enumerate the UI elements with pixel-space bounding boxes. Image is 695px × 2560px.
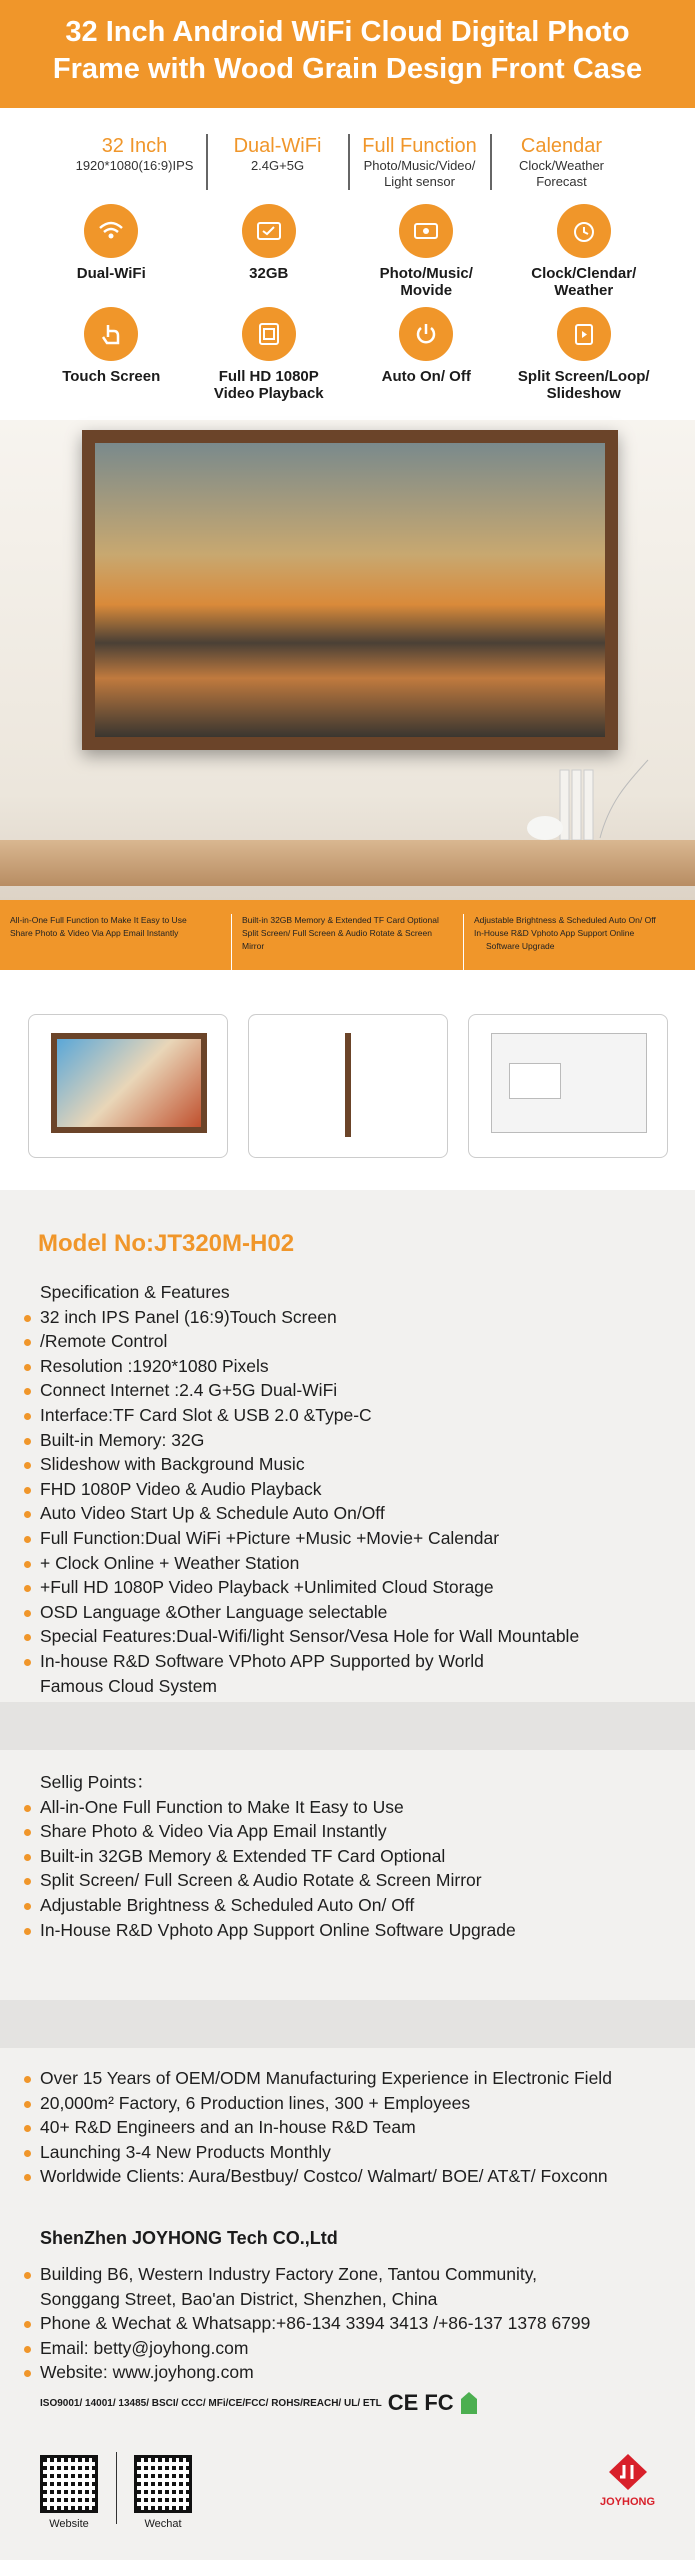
feature-label: Auto On/ Off — [381, 368, 471, 385]
selling-strip — [0, 900, 695, 970]
certifications — [40, 2390, 478, 2416]
company-facts-list — [24, 2066, 612, 2189]
spec-title: 32 Inch — [101, 135, 168, 157]
selling-point: Share Photo & Video Via App Email Instantly — [24, 1819, 516, 1844]
feature-label: Weather — [554, 282, 614, 299]
feature-item — [348, 307, 506, 402]
title-line-1: 32 Inch Android WiFi Cloud Digital Photo — [65, 16, 630, 48]
company-fact: 40+ R&D Engineers and an In-house R&D Team — [24, 2115, 612, 2140]
spec-sub: 1920*1080(16:9)IPS — [75, 158, 194, 173]
spec-item — [64, 134, 206, 190]
feature-label: Photo/Music/ — [379, 265, 473, 282]
qr-label-website: Website — [49, 2518, 89, 2530]
website-qr-code[interactable] — [40, 2455, 98, 2513]
spec-sub: Clock/Weather Forecast — [518, 158, 604, 189]
video-playback-icon — [242, 307, 296, 361]
wechat-qr-code[interactable] — [134, 2455, 192, 2513]
strip-line: In-House R&D Vphoto App Support Online — [474, 928, 635, 938]
spec-item: +Full HD 1080P Video Playback +Unlimited Cloud Storage — [24, 1575, 579, 1600]
selling-point: In-House R&D Vphoto App Support Online Software Upgrade — [24, 1918, 516, 1943]
spec-sub: 2.4G+5G — [250, 158, 305, 173]
joyhong-logo — [600, 2453, 655, 2508]
feature-item — [33, 204, 191, 299]
contact-item: Building B6, Western Industry Factory Zone, Tantou Community, — [24, 2262, 590, 2287]
spec-item — [206, 134, 348, 190]
spec-item: FHD 1080P Video & Audio Playback — [24, 1477, 579, 1502]
ce-mark: CE — [387, 2390, 419, 2415]
selling-point: All-in-One Full Function to Make It Easy to Use — [24, 1795, 516, 1820]
feature-icon-grid — [33, 204, 663, 402]
memory-card-icon — [242, 204, 296, 258]
qr-label-wechat: Wechat — [144, 2518, 182, 2530]
cert-text: ISO9001/ 14001/ 13485/ BSCI/ CCC/ MFi/CE/FCC/ ROHS/REACH/ UL/ ETL — [40, 2397, 382, 2409]
spec-item: Slideshow with Background Music — [24, 1452, 579, 1477]
logo-text: JOYHONG — [600, 2496, 656, 2508]
strip-line: Built-in 32GB Memory & Extended TF Card Optional — [242, 915, 439, 925]
section-divider — [0, 1702, 695, 1750]
power-icon — [399, 307, 453, 361]
spec-title: Dual-WiFi — [233, 135, 322, 157]
hero-image — [0, 420, 695, 900]
spec-highlights — [0, 108, 695, 420]
contact-item: Website: www.joyhong.com — [24, 2360, 590, 2385]
feature-item — [505, 307, 663, 402]
feature-item — [190, 204, 348, 299]
cityscape-painting — [95, 443, 605, 737]
feature-item — [505, 204, 663, 299]
contact-item: Email: betty@joyhong.com — [24, 2336, 590, 2361]
touch-hand-icon — [84, 307, 138, 361]
side-view — [248, 1014, 448, 1158]
spec-item — [348, 134, 490, 190]
spec-item: Full Function:Dual WiFi +Picture +Music +Movie+ Calendar — [24, 1526, 579, 1551]
selling-point: Split Screen/ Full Screen & Audio Rotate & Screen Mirror — [24, 1868, 516, 1893]
front-view — [28, 1014, 228, 1158]
spec-item: 32 inch IPS Panel (16:9)Touch Screen — [24, 1305, 579, 1330]
strip-line: Split Screen/ Full Screen & Audio Rotate & Screen Mirror — [242, 928, 432, 951]
title-line-2: Frame with Wood Grain Design Front Case — [52, 53, 643, 85]
contact-list — [24, 2262, 590, 2385]
feature-label: Slideshow — [546, 385, 621, 402]
product-views — [0, 970, 695, 1190]
contact-item: Phone & Wechat & Whatsapp:+86-134 3394 3413 /+86-137 1378 6799 — [24, 2311, 590, 2336]
strip-line: Software Upgrade — [486, 941, 555, 951]
company-fact: Launching 3-4 New Products Monthly — [24, 2140, 612, 2165]
spec-item: In-house R&D Software VPhoto APP Supported by World — [24, 1649, 579, 1674]
spec-title: Full Function — [362, 135, 477, 157]
feature-label: Clock/Clendar/ — [531, 265, 637, 282]
feature-label: 32GB — [249, 265, 289, 282]
spec-heading: Specification & Features — [40, 1282, 230, 1302]
company-name: ShenZhen JOYHONG Tech CO.,Ltd — [40, 2228, 338, 2248]
feature-label: Touch Screen — [62, 368, 161, 385]
feature-label: Video Playback — [213, 385, 324, 402]
spec-item: Famous Cloud System — [40, 1675, 218, 1696]
feature-label: Split Screen/Loop/ — [517, 368, 650, 385]
spec-sub: Light sensor — [384, 174, 455, 189]
selling-point: Adjustable Brightness & Scheduled Auto On/ Off — [24, 1893, 516, 1918]
spec-item: /Remote Control — [24, 1329, 579, 1354]
strip-line: Share Photo & Video Via App Email Instantly — [10, 928, 179, 938]
strip-line: All-in-One Full Function to Make It Easy to Use — [10, 915, 187, 925]
feature-item — [348, 204, 506, 299]
details-section — [0, 1190, 695, 2560]
spec-item: + Clock Online + Weather Station — [24, 1551, 579, 1576]
selling-point: Built-in 32GB Memory & Extended TF Card Optional — [24, 1844, 516, 1869]
spec-item: OSD Language &Other Language selectable — [24, 1600, 579, 1625]
feature-label: Full HD 1080P — [218, 368, 319, 385]
strip-line: Adjustable Brightness & Scheduled Auto On/ Off — [474, 915, 656, 925]
vase-plant-decor — [520, 750, 650, 840]
spec-item: Built-in Memory: 32G — [24, 1428, 579, 1453]
spec-item: Auto Video Start Up & Schedule Auto On/Off — [24, 1501, 579, 1526]
spec-item: Interface:TF Card Slot & USB 2.0 &Type-C — [24, 1403, 579, 1428]
company-fact: Worldwide Clients: Aura/Bestbuy/ Costco/ Walmart/ BOE/ AT&T/ Foxconn — [24, 2164, 612, 2189]
slideshow-icon — [557, 307, 611, 361]
selling-heading: Sellig Points： — [40, 1772, 154, 1792]
front-frame — [51, 1033, 207, 1133]
spec-item — [490, 134, 632, 190]
wooden-shelf — [0, 840, 695, 886]
feature-item — [190, 307, 348, 402]
spec-row — [0, 108, 695, 190]
wifi-icon — [84, 204, 138, 258]
selling-points-list — [24, 1770, 516, 1942]
section-divider — [0, 2000, 695, 2048]
strip-column — [231, 914, 463, 970]
spec-list — [24, 1280, 579, 1698]
fc-mark: FC — [424, 2390, 454, 2415]
photo-frame-product — [82, 430, 618, 750]
alarm-clock-icon — [557, 204, 611, 258]
spec-item: Resolution :1920*1080 Pixels — [24, 1354, 579, 1379]
joyhong-logo-icon — [608, 2453, 648, 2491]
strip-column — [463, 914, 695, 970]
back-view — [468, 1014, 668, 1158]
strip-column — [0, 914, 231, 970]
feature-item — [33, 307, 191, 402]
company-fact: Over 15 Years of OEM/ODM Manufacturing Experience in Electronic Field — [24, 2066, 612, 2091]
spec-item: Special Features:Dual-Wifi/light Sensor/Vesa Hole for Wall Mountable — [24, 1624, 579, 1649]
spec-item: Connect Internet :2.4 G+5G Dual-WiFi — [24, 1378, 579, 1403]
spec-sub: Photo/Music/Video/ — [363, 158, 476, 173]
recycle-icon — [460, 2391, 478, 2415]
feature-label: Dual-WiFi — [76, 265, 146, 282]
title-banner — [0, 0, 695, 108]
model-number: Model No:JT320M-H02 — [38, 1230, 295, 1257]
media-player-icon — [399, 204, 453, 258]
feature-label: Movide — [400, 282, 453, 299]
spec-title: Calendar — [520, 135, 603, 157]
contact-item: Songgang Street, Bao'an District, Shenzhen, China — [40, 2288, 438, 2309]
company-fact: 20,000m² Factory, 6 Production lines, 300 + Employees — [24, 2091, 612, 2116]
